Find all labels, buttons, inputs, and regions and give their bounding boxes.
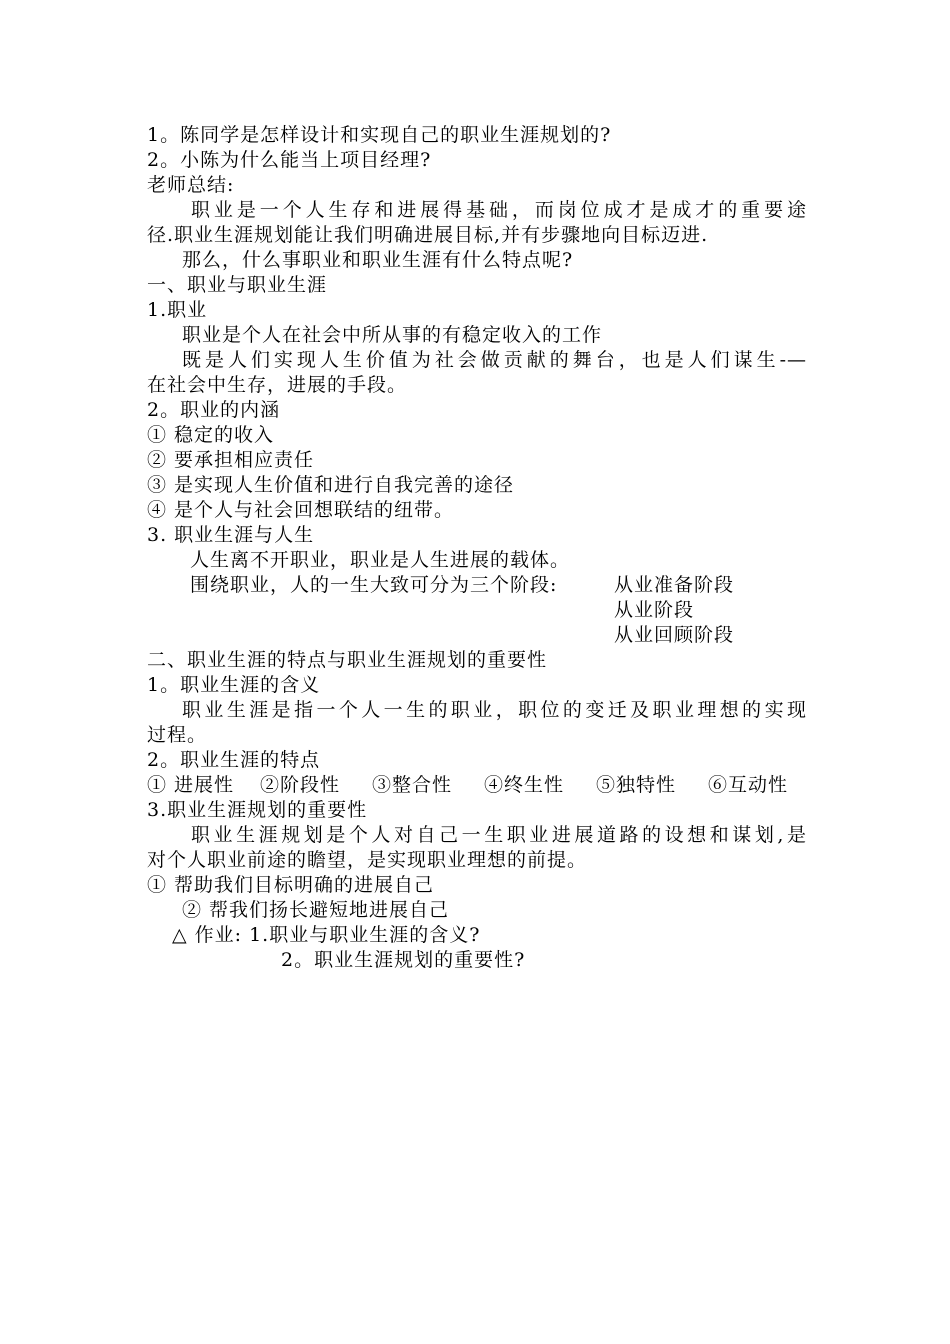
summary-line-1: 职业是一个人生存和进展得基础，而岗位成才是成才的重要途 <box>191 199 807 221</box>
importance-item-1: ① 帮助我们目标明确的进展自己 <box>147 874 435 896</box>
subsection-1-1-heading: 1.职业 <box>147 299 208 321</box>
connotation-item-4: ④ 是个人与社会回想联结的纽带。 <box>147 499 455 521</box>
subsection-2-2-heading: 2。职业生涯的特点 <box>147 749 321 771</box>
feature-2: ②阶段性 <box>260 774 341 796</box>
teacher-summary-heading: 老师总结: <box>147 174 235 196</box>
career-meaning-line-1: 职业生涯是指一个人一生的职业，职位的变迁及职业理想的实现 <box>182 699 807 721</box>
subsection-1-3-heading: 3. 职业生涯与人生 <box>147 524 315 546</box>
connotation-item-2: ② 要承担相应责任 <box>147 449 315 471</box>
life-career-text: 人生离不开职业，职业是人生进展的载体。 <box>190 549 571 571</box>
stage-preparation: 从业准备阶段 <box>614 574 735 596</box>
stage-working: 从业阶段 <box>614 599 695 621</box>
homework-line-1: △ 作业: 1.职业与职业生涯的含义? <box>172 924 481 946</box>
subsection-1-2-heading: 2。职业的内涵 <box>147 399 281 421</box>
three-stages-intro: 围绕职业，人的一生大致可分为三个阶段: <box>190 574 558 596</box>
feature-3: ③整合性 <box>372 774 453 796</box>
section-1-heading: 一、职业与职业生涯 <box>147 274 328 296</box>
feature-4: ④终生性 <box>484 774 565 796</box>
subsection-2-1-heading: 1。职业生涯的含义 <box>147 674 321 696</box>
connotation-item-3: ③ 是实现人生价值和进行自我完善的途径 <box>147 474 515 496</box>
career-definition: 职业是个人在社会中所从事的有稳定收入的工作 <box>182 324 603 346</box>
feature-5: ⑤独特性 <box>596 774 677 796</box>
importance-line-2: 对个人职业前途的瞻望，是实现职业理想的前提。 <box>147 849 588 871</box>
summary-line-2: 径.职业生涯规划能让我们明确进展目标,并有步骤地向目标迈进. <box>147 224 709 246</box>
connotation-item-1: ① 稳定的收入 <box>147 424 275 446</box>
homework-line-2: 2。职业生涯规划的重要性? <box>281 949 526 971</box>
summary-question: 那么，什么事职业和职业生涯有什么特点呢? <box>182 249 574 271</box>
question-2: 2。小陈为什么能当上项目经理? <box>147 149 432 171</box>
importance-line-1: 职业生涯规划是个人对自己一生职业进展道路的设想和谋划,是 <box>191 824 807 846</box>
importance-item-2: ② 帮我们扬长避短地进展自己 <box>182 899 450 921</box>
career-meaning-line-2: 过程。 <box>147 724 208 746</box>
section-2-heading: 二、职业生涯的特点与职业生涯规划的重要性 <box>147 649 548 671</box>
stage-review: 从业回顾阶段 <box>614 624 735 646</box>
career-role-line-1: 既是人们实现人生价值为社会做贡献的舞台，也是人们谋生-— <box>182 349 807 371</box>
subsection-2-3-heading: 3.职业生涯规划的重要性 <box>147 799 368 821</box>
feature-6: ⑥互动性 <box>708 774 789 796</box>
feature-1: ① 进展性 <box>147 774 235 796</box>
question-1: 1。陈同学是怎样设计和实现自己的职业生涯规划的? <box>147 124 612 146</box>
career-role-line-2: 在社会中生存，进展的手段。 <box>147 374 408 396</box>
